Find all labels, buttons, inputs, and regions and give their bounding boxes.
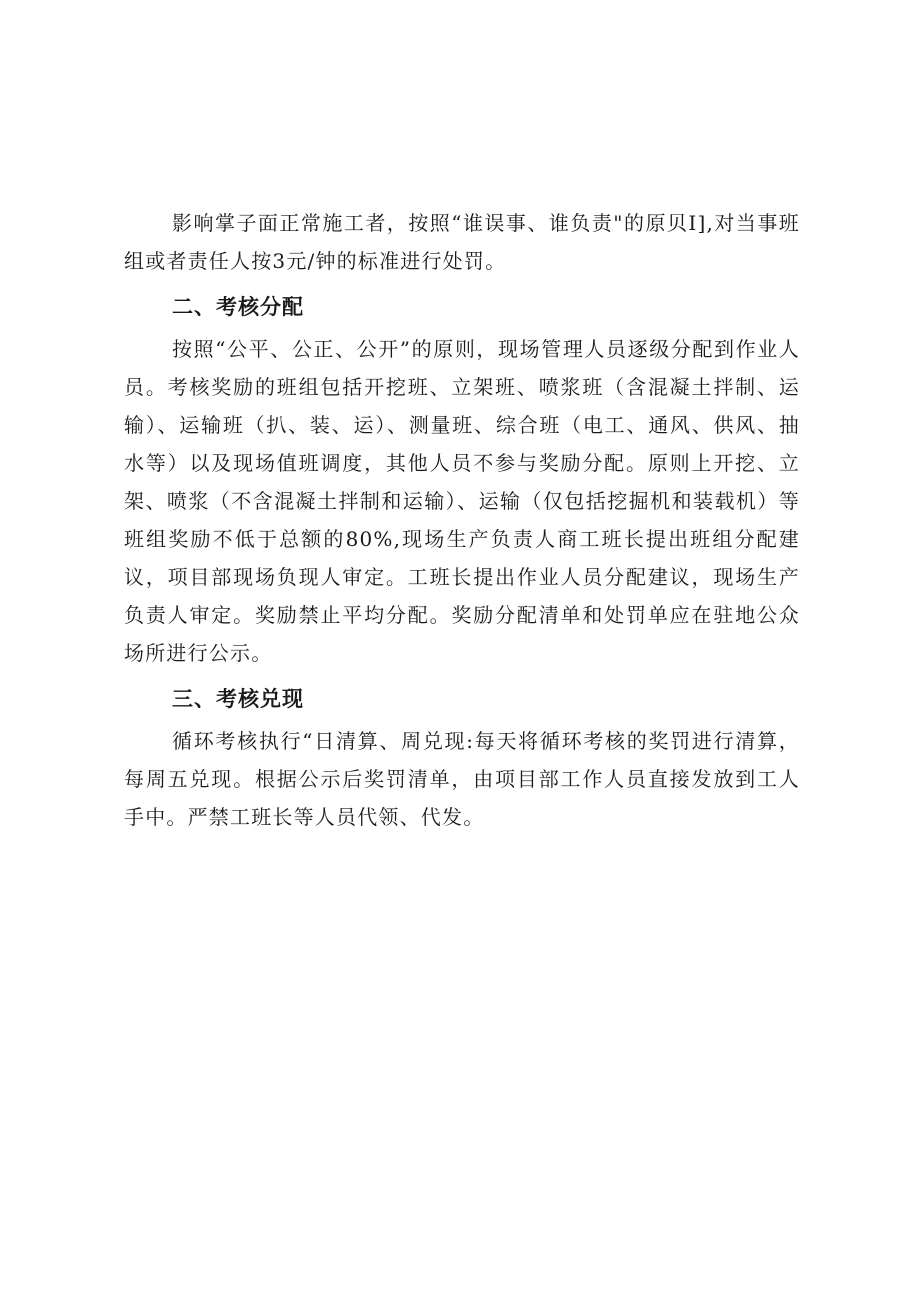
section-heading-assessment-distribution: 二、考核分配 [172,295,304,319]
paragraph-penalty: 影响掌子面正常施工者，按照“谁误事、谁负责"的原贝I],对当事班组或者责任人按3元/钟的标准进行处罚。 [124,211,800,273]
paragraph-assessment-payout: 循环考核执行“日清算、周兑现:每天将循环考核的奖罚进行清算，每周五兑现。根据公示后奖罚清单，由项目部工作人员直接发放到工人手中。严禁工班长等人员代领、代发。 [124,729,800,829]
document-body [124,204,800,836]
section-heading-assessment-payout: 三、考核兑现 [172,687,304,711]
paragraph-assessment-distribution: 按照“公平、公正、公开”的原则，现场管理人员逐级分配到作业人员。考核奖励的班组包括开挖班、立架班、喷浆班（含混凝土拌制、运输）、运输班（扒、装、运）、测量班、综合班（电工、通风、供风、抽水等）以及现场值班调度，其他人员不参与奖励分配。原则上开挖、立架、喷浆（不含混凝土拌制和运输）、运输（仅包括挖掘机和装载机）等班组奖励不低于总额的80%,现场生产负责人商工班长提出班组分配建议，项目部现场负现人审定。工班长提出作业人员分配建议，现场生产负责人审定。奖励禁止平均分配。奖励分配清单和处罚单应在驻地公众场所进行公示。 [124,337,800,665]
